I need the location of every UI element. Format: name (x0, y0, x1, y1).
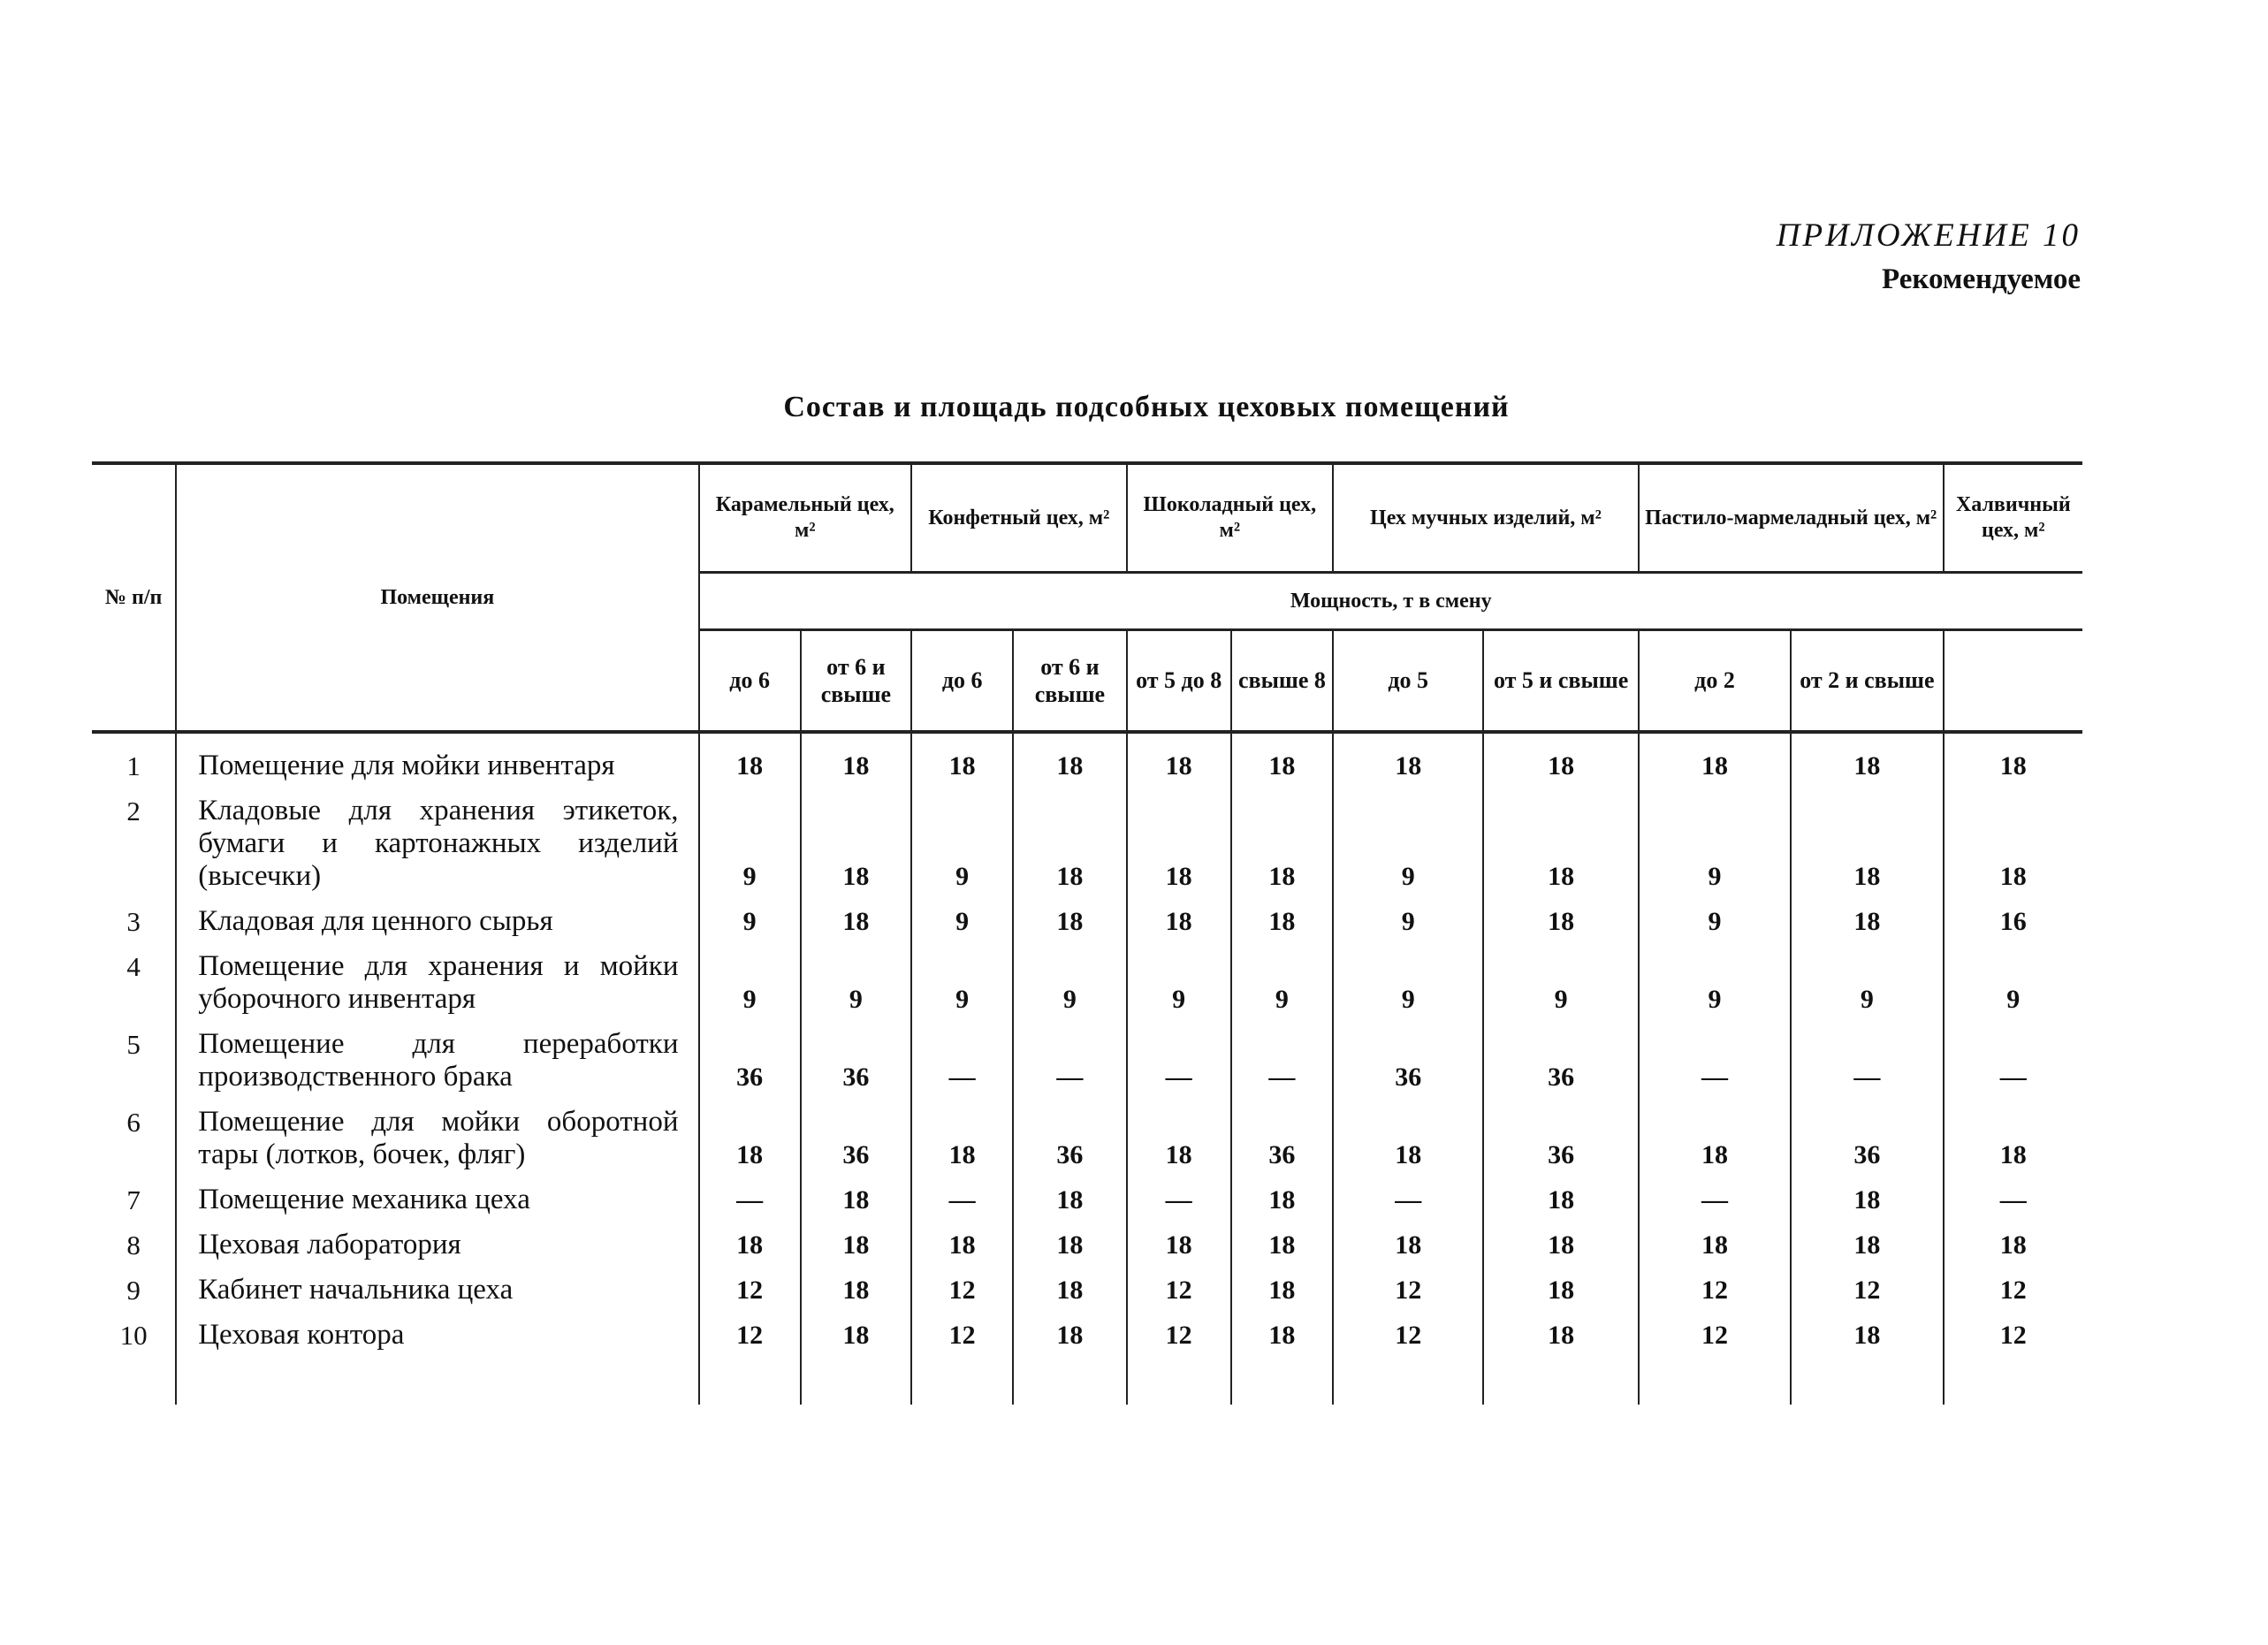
area-value-cell: 12 (1127, 1308, 1231, 1405)
header-capacity: Мощность, т в смену (699, 573, 2083, 630)
area-value-cell: — (1639, 1173, 1791, 1218)
area-value-cell: 12 (1333, 1308, 1483, 1405)
area-value-cell: 9 (1013, 940, 1126, 1017)
area-value-cell: 18 (1333, 1218, 1483, 1263)
header-number: № п/п (92, 463, 176, 732)
area-value-cell: 9 (1639, 940, 1791, 1017)
area-value-cell: 18 (1013, 1308, 1126, 1405)
area-value-cell: 18 (911, 732, 1013, 784)
row-number: 1 (92, 732, 176, 784)
area-value-cell: — (1944, 1173, 2082, 1218)
header-capacity-range: свыше 8 (1231, 630, 1333, 733)
area-value-cell: 9 (1333, 895, 1483, 940)
area-value-cell: 18 (1231, 1263, 1333, 1308)
area-value-cell: 18 (1127, 1095, 1231, 1173)
area-value-cell: 9 (1333, 940, 1483, 1017)
area-value-cell: 18 (1231, 784, 1333, 895)
area-value-cell: — (1127, 1173, 1231, 1218)
room-name-text: Цеховая контора (198, 1319, 405, 1351)
area-value-cell: 18 (1127, 784, 1231, 895)
area-value-cell: 18 (801, 895, 911, 940)
area-value-cell: 18 (1013, 784, 1126, 895)
area-value-cell: — (1791, 1017, 1943, 1095)
area-value-cell: 18 (1483, 1218, 1638, 1263)
area-value-cell: 9 (1231, 940, 1333, 1017)
area-value-cell: 36 (1791, 1095, 1943, 1173)
area-value-cell: 36 (1483, 1095, 1638, 1173)
area-value-cell: 9 (1127, 940, 1231, 1017)
row-room-name (176, 1173, 698, 1218)
rooms-table (92, 461, 2082, 1405)
header-workshop-chocolate: Шоколадный цех, м² (1127, 463, 1334, 573)
row-number: 3 (92, 895, 176, 940)
area-value-cell: 12 (911, 1263, 1013, 1308)
area-value-cell: 18 (1944, 784, 2082, 895)
row-number: 4 (92, 940, 176, 1017)
area-value-cell: 18 (801, 1173, 911, 1218)
area-value-cell: 18 (1127, 732, 1231, 784)
area-value-cell: — (699, 1173, 801, 1218)
row-number: 8 (92, 1218, 176, 1263)
area-value-cell: 18 (1483, 784, 1638, 895)
area-value-cell: 9 (1639, 895, 1791, 940)
header-capacity-range: до 6 (699, 630, 801, 733)
header-capacity-range: от 5 до 8 (1127, 630, 1231, 733)
area-value-cell: 18 (1231, 1173, 1333, 1218)
header-workshop-flour: Цех мучных изделий, м² (1333, 463, 1639, 573)
area-value-cell: 18 (1127, 1218, 1231, 1263)
table-row (92, 1017, 2082, 1095)
table-row (92, 1308, 2082, 1405)
area-value-cell: 18 (1333, 732, 1483, 784)
area-value-cell: 18 (1483, 1308, 1638, 1405)
area-value-cell: 18 (1231, 1308, 1333, 1405)
area-value-cell: 9 (1944, 940, 2082, 1017)
area-value-cell: 18 (1791, 1173, 1943, 1218)
area-value-cell: — (1333, 1173, 1483, 1218)
area-value-cell: 18 (801, 1218, 911, 1263)
table-row (92, 1218, 2082, 1263)
area-value-cell: 9 (1333, 784, 1483, 895)
header-capacity-range: от 2 и свыше (1791, 630, 1943, 733)
room-name-text: Помещение для мойки оборотной тары (лотков, бочек, фляг) (198, 1106, 679, 1170)
row-room-name (176, 1095, 698, 1173)
area-value-cell: — (1639, 1017, 1791, 1095)
area-value-cell: 18 (1639, 732, 1791, 784)
appendix-subtitle: Рекомендуемое (1882, 263, 2081, 295)
area-value-cell: 16 (1944, 895, 2082, 940)
room-name-text: Помещение механика цеха (198, 1184, 530, 1215)
table-row (92, 732, 2082, 784)
area-value-cell: 9 (801, 940, 911, 1017)
area-value-cell: 36 (1483, 1017, 1638, 1095)
row-number: 7 (92, 1173, 176, 1218)
area-value-cell: 18 (1944, 1218, 2082, 1263)
area-value-cell: 18 (801, 1308, 911, 1405)
header-capacity-range: до 5 (1333, 630, 1483, 733)
room-name-text: Помещение для мойки инвентаря (198, 750, 615, 781)
header-capacity-range (1944, 630, 2082, 733)
area-value-cell: 18 (1944, 1095, 2082, 1173)
area-value-cell: 36 (801, 1095, 911, 1173)
area-value-cell: 18 (911, 1095, 1013, 1173)
row-room-name (176, 1263, 698, 1308)
room-name-text: Цеховая лаборатория (198, 1229, 461, 1260)
area-value-cell: — (911, 1017, 1013, 1095)
appendix-block (1777, 214, 2081, 301)
header-workshop-marmalade: Пастило-мармеладный цех, м² (1639, 463, 1944, 573)
appendix-title: ПРИЛОЖЕНИЕ 10 (1776, 217, 2081, 254)
table-row (92, 1173, 2082, 1218)
header-workshop-candy: Конфетный цех, м² (911, 463, 1127, 573)
area-value-cell: 36 (801, 1017, 911, 1095)
area-value-cell: 18 (801, 1263, 911, 1308)
area-value-cell: 18 (1231, 732, 1333, 784)
table-row (92, 784, 2082, 895)
area-value-cell: 18 (1231, 895, 1333, 940)
area-value-cell: 12 (1639, 1263, 1791, 1308)
area-value-cell: 12 (1639, 1308, 1791, 1405)
area-value-cell: 18 (1791, 895, 1943, 940)
document-title: Состав и площадь подсобных цеховых помещений (783, 391, 1510, 423)
area-value-cell: — (1944, 1017, 2082, 1095)
area-value-cell: 36 (1013, 1095, 1126, 1173)
area-value-cell: 18 (1127, 895, 1231, 940)
area-value-cell: 18 (1944, 732, 2082, 784)
header-capacity-range: до 2 (1639, 630, 1791, 733)
header-rooms: Помещения (176, 463, 698, 732)
rooms-table-container (92, 461, 2082, 1405)
area-value-cell: 36 (1333, 1017, 1483, 1095)
area-value-cell: 9 (1483, 940, 1638, 1017)
room-name-text: Кладовая для ценного сырья (198, 905, 553, 937)
area-value-cell: 18 (801, 784, 911, 895)
area-value-cell: 18 (1013, 732, 1126, 784)
area-value-cell: 9 (911, 940, 1013, 1017)
table-row (92, 895, 2082, 940)
area-value-cell: 18 (1013, 1263, 1126, 1308)
header-capacity-range: от 5 и свыше (1483, 630, 1638, 733)
table-row (92, 1095, 2082, 1173)
area-value-cell: 18 (1013, 1218, 1126, 1263)
area-value-cell: 18 (1791, 784, 1943, 895)
table-body (92, 732, 2082, 1405)
area-value-cell: 18 (1483, 895, 1638, 940)
area-value-cell: 9 (1639, 784, 1791, 895)
room-name-text: Помещение для переработки производственного брака (198, 1028, 679, 1093)
room-name-text: Кабинет начальника цеха (198, 1274, 514, 1306)
area-value-cell: 18 (1333, 1095, 1483, 1173)
area-value-cell: 18 (1483, 1173, 1638, 1218)
area-value-cell: 12 (1944, 1308, 2082, 1405)
area-value-cell: 18 (699, 732, 801, 784)
row-number: 9 (92, 1263, 176, 1308)
row-room-name (176, 940, 698, 1017)
row-room-name (176, 1017, 698, 1095)
area-value-cell: — (1231, 1017, 1333, 1095)
area-value-cell: 18 (1639, 1218, 1791, 1263)
row-room-name (176, 895, 698, 940)
header-workshop-caramel: Карамельный цех, м² (699, 463, 912, 573)
area-value-cell: 9 (699, 940, 801, 1017)
row-number: 6 (92, 1095, 176, 1173)
table-row (92, 1263, 2082, 1308)
area-value-cell: 18 (699, 1095, 801, 1173)
area-value-cell: 18 (1231, 1218, 1333, 1263)
area-value-cell: 12 (911, 1308, 1013, 1405)
area-value-cell: 12 (1333, 1263, 1483, 1308)
area-value-cell: 9 (1791, 940, 1943, 1017)
header-capacity-range: от 6 и свыше (801, 630, 911, 733)
area-value-cell: 18 (801, 732, 911, 784)
area-value-cell: 12 (1127, 1263, 1231, 1308)
row-number: 10 (92, 1308, 176, 1405)
row-room-name (176, 784, 698, 895)
area-value-cell: 36 (1231, 1095, 1333, 1173)
room-name-text: Помещение для хранения и мойки уборочного инвентаря (198, 950, 679, 1015)
row-number: 5 (92, 1017, 176, 1095)
row-room-name (176, 1308, 698, 1405)
header-capacity-range: до 6 (911, 630, 1013, 733)
area-value-cell: 36 (699, 1017, 801, 1095)
header-capacity-range: от 6 и свыше (1013, 630, 1126, 733)
area-value-cell: — (1127, 1017, 1231, 1095)
header-workshop-halva: Халвичный цех, м² (1944, 463, 2082, 573)
area-value-cell: 18 (1791, 732, 1943, 784)
area-value-cell: 9 (911, 784, 1013, 895)
table-row (92, 940, 2082, 1017)
area-value-cell: 9 (699, 784, 801, 895)
area-value-cell: 18 (699, 1218, 801, 1263)
table-header (92, 463, 2082, 732)
area-value-cell: — (911, 1173, 1013, 1218)
area-value-cell: 18 (1013, 1173, 1126, 1218)
area-value-cell: 18 (1639, 1095, 1791, 1173)
area-value-cell: 18 (1791, 1218, 1943, 1263)
area-value-cell: 12 (1944, 1263, 2082, 1308)
area-value-cell: 18 (911, 1218, 1013, 1263)
area-value-cell: 18 (1791, 1308, 1943, 1405)
area-value-cell: 12 (699, 1263, 801, 1308)
room-name-text: Кладовые для хранения этикеток, бумаги и картонажных изделий (высечки) (198, 795, 679, 892)
area-value-cell: 18 (1483, 1263, 1638, 1308)
area-value-cell: 9 (699, 895, 801, 940)
area-value-cell: 12 (1791, 1263, 1943, 1308)
area-value-cell: 18 (1483, 732, 1638, 784)
area-value-cell: 18 (1013, 895, 1126, 940)
row-room-name (176, 732, 698, 784)
row-room-name (176, 1218, 698, 1263)
area-value-cell: 9 (911, 895, 1013, 940)
area-value-cell: — (1013, 1017, 1126, 1095)
area-value-cell: 12 (699, 1308, 801, 1405)
row-number: 2 (92, 784, 176, 895)
